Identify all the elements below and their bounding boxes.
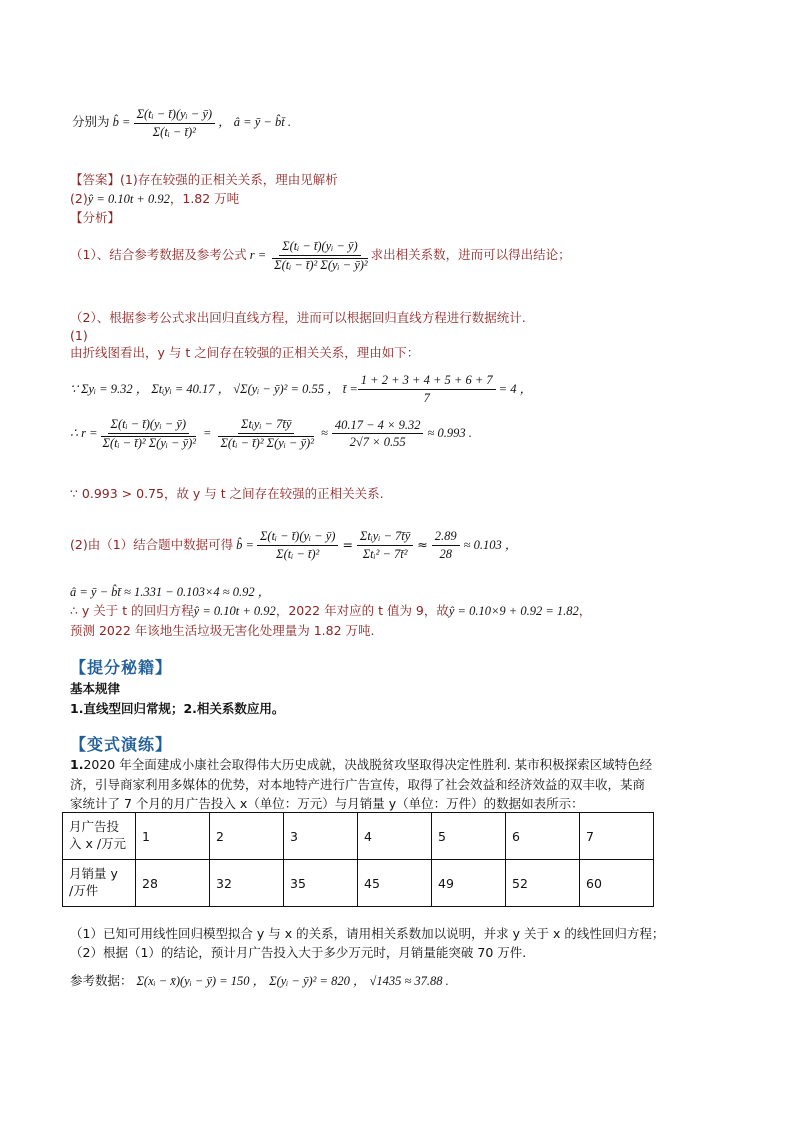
prediction-line: 预测 2022 年该地生活垃圾无害化处理量为 1.82 万吨.: [70, 623, 375, 638]
p2-den-2: Σtᵢ² − 7t̄²: [362, 546, 408, 561]
r-calc-fraction-1: [98, 418, 200, 449]
table-header-sales: [63, 860, 136, 907]
answer-part-2-label: (2): [70, 191, 88, 206]
b-hat-symbol: b̂ =: [112, 114, 131, 129]
r-calculation: [70, 418, 472, 449]
ad-spend-label-a: 月广告投: [69, 819, 120, 835]
sub-question-2: （2）根据（1）的结论，预计月广告投入大于多少万元时，月销量能突破 70 万件.: [70, 945, 527, 960]
data-table: [62, 812, 654, 907]
table-cell: 60: [580, 860, 654, 907]
p2-approx: ≈: [417, 536, 428, 552]
reference-label: 参考数据：: [70, 973, 133, 988]
reference-3: √1435 ≈ 37.88 .: [369, 974, 449, 988]
r-calc-fraction-2: [215, 418, 317, 449]
r-calc-den-1: Σ(tᵢ − t̄)² Σ(yᵢ − ȳ)²: [102, 435, 197, 450]
t-bar-denominator: 7: [423, 390, 430, 405]
table-cell: 2: [210, 813, 284, 860]
r-calc-result: ≈ 0.993 .: [427, 426, 472, 441]
b-hat-numerator: Σ(tᵢ − t̄)(yᵢ − ȳ): [134, 108, 215, 124]
r-calc-num-2: Σtᵢyᵢ − 7t̄ȳ: [238, 418, 294, 434]
reference-data: [70, 975, 449, 988]
b-hat-fraction: [134, 108, 215, 138]
sales-label-b: /万件: [69, 883, 99, 898]
table-cell: 5: [432, 813, 506, 860]
answer-part-1: (1)存在较强的正相关关系，理由见解析: [120, 172, 338, 187]
answer-part-2-tail: ，1.82 万吨: [169, 191, 240, 206]
analysis-line-2: （2）、根据参考公式求出回归直线方程，进而可以根据回归直线方程进行数据统计.: [70, 310, 526, 325]
table-header-ad-spend: [63, 813, 136, 860]
tips-heading: 【提分秘籍】: [70, 658, 173, 677]
p2-num-1: Σ(tᵢ − t̄)(yᵢ − ȳ): [257, 530, 338, 546]
table-row-ad-spend: [63, 813, 654, 860]
regression-line-end: ，: [578, 603, 592, 618]
reference-2: Σ(yᵢ − ȳ)² = 820 ，: [269, 974, 366, 988]
r-calc-pre: ∴ r =: [70, 426, 98, 441]
analysis-tag: 【分析】: [70, 210, 121, 225]
r-calc-approx: ≈: [320, 426, 328, 441]
reference-1: Σ(xᵢ − x̄)(yᵢ − ȳ) = 150 ，: [136, 974, 266, 988]
rule-text: 1.直线型回归常规；2.相关系数应用。: [70, 701, 285, 716]
r-formula-denominator: Σ(tᵢ − t̄)² Σ(yᵢ − ȳ)²: [274, 257, 368, 272]
formula-intro: [72, 108, 291, 138]
regression-equation: ŷ = 0.10t + 0.92: [193, 604, 276, 618]
rule-title: 基本规律: [70, 681, 121, 696]
r-calc-fraction-3: [332, 419, 424, 449]
sales-label-a: 月销量 y: [69, 866, 118, 882]
p2-num-3: 2.89: [432, 530, 460, 546]
r-calc-num-3: 40.17 − 4 × 9.32: [332, 419, 424, 435]
answer-line-1: [70, 174, 338, 187]
question-number: 1.: [70, 757, 84, 772]
analysis-line-1-post: 求出相关系数，进而可以得出结论；: [370, 247, 571, 263]
question-line-3: 家统计了 7 个月的月广告投入 x（单位：万元）与月销量 y（单位：万件）的数据如表所示：: [70, 796, 584, 811]
practice-heading: 【变式演练】: [70, 735, 173, 754]
a-hat-formula: â = ȳ − b̂t̄ .: [233, 114, 291, 129]
a-hat-line: â = ȳ − b̂t̄ ≈ 1.331 − 0.103×4 ≈ 0.92 ，: [70, 585, 271, 599]
ad-spend-label-b: 入 x /万元: [69, 836, 127, 851]
answer-part-2-equation: ŷ = 0.10t + 0.92: [87, 192, 170, 206]
answer-tag: 【答案】: [70, 172, 121, 187]
p2-fraction-1: [257, 530, 338, 560]
r-calc-num-1: Σ(tᵢ − t̄)(yᵢ − ȳ): [108, 418, 189, 434]
regression-line-pre: ∴ y 关于 t 的回归方程: [70, 603, 194, 618]
table-row-sales: [63, 860, 654, 907]
table-cell: 4: [358, 813, 432, 860]
question-line-1: [70, 759, 652, 772]
r-formula-fraction: [269, 240, 371, 271]
regression-line-mid: ，2022 年对应的 t 值为 9，故: [275, 603, 449, 618]
formula-intro-label: 分别为: [72, 113, 110, 129]
analysis-line-1: [70, 240, 571, 271]
question-line-2: 济，引导商家利用多媒体的优势，对本地特产进行广告宣传，取得了社会效益和经济效益的双丰收，某商: [70, 777, 646, 792]
solution-part-2-pre: (2)由（1）结合题中数据可得: [70, 536, 234, 552]
because-line-1: [70, 374, 532, 404]
t-bar-result: = 4 ，: [498, 381, 533, 396]
r-formula-numerator: Σ(tᵢ − t̄)(yᵢ − ȳ): [279, 240, 360, 256]
b-hat-denominator: Σ(tᵢ − t̄)²: [152, 124, 196, 139]
table-cell: 52: [506, 860, 580, 907]
table-cell: 32: [210, 860, 284, 907]
solution-part-1-label: (1): [70, 328, 88, 343]
analysis-line-1-pre: （1）、结合参考数据及参考公式: [70, 247, 247, 263]
p2-fraction-3: [432, 530, 460, 560]
p2-den-3: 28: [439, 546, 452, 561]
b-hat-symbol-2: b̂ =: [236, 537, 254, 552]
table-cell: 1: [136, 813, 210, 860]
r-calc-equals: =: [203, 426, 212, 441]
because-line-2: ∵ 0.993 > 0.75，故 y 与 t 之间存在较强的正相关关系.: [70, 486, 384, 501]
table-cell: 45: [358, 860, 432, 907]
answer-line-2: [70, 193, 239, 206]
p2-result: ≈ 0.103 ，: [463, 537, 518, 552]
t-bar-numerator: 1 + 2 + 3 + 4 + 5 + 6 + 7: [358, 374, 496, 390]
table-cell: 7: [580, 813, 654, 860]
r-calc-den-2: Σ(tᵢ − t̄)² Σ(yᵢ − ȳ)²: [220, 435, 314, 450]
table-cell: 35: [284, 860, 358, 907]
p2-fraction-2: [357, 530, 413, 560]
solution-part-2: [70, 530, 517, 560]
regression-calc: ŷ = 0.10×9 + 0.92 = 1.82: [448, 604, 579, 618]
p2-num-2: Σtᵢyᵢ − 7t̄ȳ: [357, 530, 413, 546]
table-cell: 49: [432, 860, 506, 907]
table-cell: 6: [506, 813, 580, 860]
question-text-1: 2020 年全面建成小康社会取得伟大历史成就，决战脱贫攻坚取得决定性胜利. 某市积极探索区域特色经: [83, 757, 653, 772]
table-cell: 28: [136, 860, 210, 907]
r-calc-den-3: 2√7 × 0.55: [349, 435, 406, 449]
separator: ，: [218, 114, 231, 129]
t-bar-fraction: [358, 374, 496, 404]
solution-part-1-text: 由折线图看出，y 与 t 之间存在较强的正相关关系，理由如下：: [70, 345, 420, 360]
sub-question-1: （1）已知可用线性回归模型拟合 y 与 x 的关系，请用相关系数加以说明，并求 y 关于 x 的线性回归方程；: [70, 926, 665, 941]
table-cell: 3: [284, 813, 358, 860]
p2-den-1: Σ(tᵢ − t̄)²: [276, 546, 320, 561]
regression-line: [70, 605, 591, 618]
p2-equals: =: [342, 536, 353, 552]
r-symbol: r =: [249, 248, 267, 263]
because-line-1-text: ∵ Σyᵢ = 9.32 ， Σtᵢyᵢ = 40.17 ， √Σ(yᵢ − ȳ)² = 0.55 ， t̄ =: [70, 381, 358, 396]
